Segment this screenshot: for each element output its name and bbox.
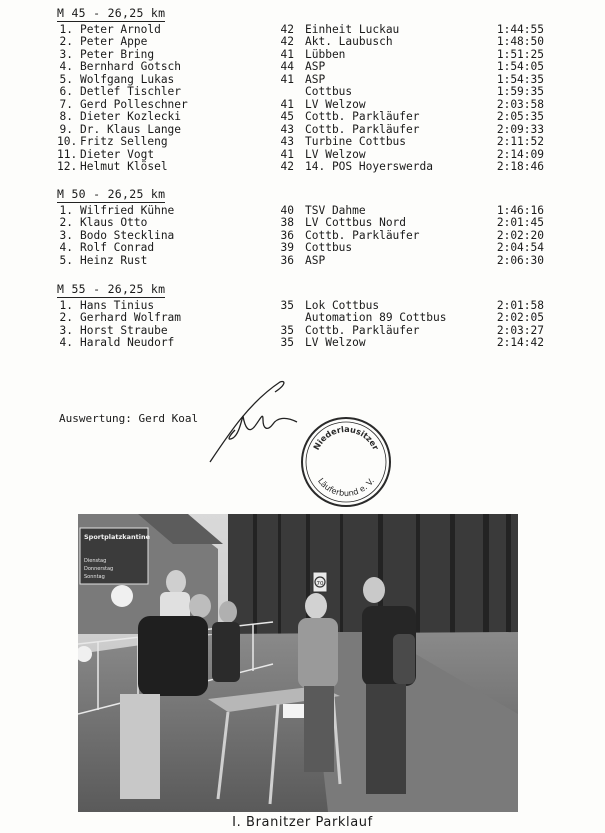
club-name: Turbine Cottbus	[305, 135, 407, 149]
result-row	[0, 337, 605, 349]
placing: 10.	[57, 135, 78, 149]
runner-name: Rolf Conrad	[80, 241, 155, 255]
club-name: ASP	[305, 72, 326, 86]
club-name: Cottb. Parkläufer	[305, 122, 420, 136]
runner-name: Dieter Kozlecki	[80, 110, 182, 124]
finish-time: 2:14:09	[496, 147, 544, 161]
runner-name: Peter Bring	[80, 47, 155, 61]
age-value: 42	[280, 23, 294, 36]
placing: 2.	[59, 216, 73, 230]
evaluation-line: Auswertung: Gerd Koal	[59, 412, 199, 425]
club-stamp	[300, 416, 392, 508]
runner-name: Peter Arnold	[80, 23, 161, 36]
club-name: Cottbus	[305, 85, 353, 99]
placing: 1.	[59, 23, 73, 36]
placing: 3.	[59, 323, 73, 337]
age-value: 35	[280, 323, 294, 337]
finish-time: 1:46:16	[496, 204, 544, 217]
placing: 4.	[59, 241, 73, 255]
finish-time: 2:11:52	[496, 135, 544, 149]
placing: 1.	[59, 299, 73, 312]
club-name: Lok Cottbus	[305, 299, 380, 312]
section-title: M 50 - 26,25 km	[57, 187, 166, 201]
age-value: 38	[280, 216, 294, 230]
placing: 3.	[59, 228, 73, 242]
finish-time: 2:02:05	[496, 311, 544, 325]
placing: 9.	[59, 122, 73, 136]
section-title: M 45 - 26,25 km	[57, 6, 166, 20]
runner-name: Helmut Klösel	[80, 159, 168, 173]
club-name: ASP	[305, 253, 326, 267]
runner-name: Wilfried Kühne	[80, 204, 175, 217]
club-name: Cottb. Parkläufer	[305, 228, 420, 242]
section-title: M 55 - 26,25 km	[57, 282, 166, 296]
club-name: Automation 89 Cottbus	[305, 311, 447, 325]
placing: 12.	[57, 159, 78, 173]
result-row	[0, 217, 605, 229]
result-row	[0, 86, 605, 98]
finish-time: 2:14:42	[496, 336, 544, 350]
svg-text:Läuferbund e. V.: Läuferbund e. V.	[315, 475, 377, 499]
age-value: 41	[280, 47, 294, 61]
age-value: 41	[280, 72, 294, 86]
result-row	[0, 312, 605, 324]
club-name: Lübben	[305, 47, 346, 61]
age-value: 40	[280, 204, 294, 217]
finish-time: 2:18:46	[496, 159, 544, 173]
runner-name: Hans Tinius	[80, 299, 155, 312]
finish-time: 2:03:27	[496, 323, 544, 337]
age-value: 43	[280, 122, 294, 136]
placing: 3.	[59, 47, 73, 61]
runner-name: Dieter Vogt	[80, 147, 155, 161]
club-name: Cottb. Parkläufer	[305, 323, 420, 337]
finish-time: 1:48:50	[496, 35, 544, 49]
runner-name: Harald Neudorf	[80, 336, 175, 350]
age-value: 41	[280, 147, 294, 161]
result-row	[0, 36, 605, 48]
age-value: 42	[280, 35, 294, 49]
handwritten-signature	[205, 372, 315, 472]
finish-time: 1:51:25	[496, 47, 544, 61]
age-value: 35	[280, 336, 294, 350]
race-photo	[78, 514, 518, 812]
finish-time: 2:09:33	[496, 122, 544, 136]
club-name: LV Welzow	[305, 97, 366, 111]
age-value: 43	[280, 135, 294, 149]
club-name: Cottb. Parkläufer	[305, 110, 420, 124]
placing: 4.	[59, 60, 73, 74]
finish-time: 1:59:35	[496, 85, 544, 99]
age-value: 39	[280, 241, 294, 255]
placing: 4.	[59, 336, 73, 350]
svg-text:Donnerstag: Donnerstag	[84, 566, 114, 572]
placing: 6.	[59, 85, 73, 99]
result-row	[0, 255, 605, 267]
club-name: 14. POS Hoyerswerda	[305, 159, 433, 173]
placing: 11.	[57, 147, 78, 161]
age-value: 36	[280, 253, 294, 267]
result-row	[0, 242, 605, 254]
placing: 2.	[59, 311, 73, 325]
runner-name: Klaus Otto	[80, 216, 148, 230]
result-row	[0, 161, 605, 173]
runner-name: Dr. Klaus Lange	[80, 122, 182, 136]
result-row	[0, 61, 605, 73]
runner-name: Peter Appe	[80, 35, 148, 49]
finish-time: 2:04:54	[496, 241, 544, 255]
age-value: 36	[280, 228, 294, 242]
finish-time: 1:44:55	[496, 23, 544, 36]
club-name: LV Welzow	[305, 147, 366, 161]
age-value: 44	[280, 60, 294, 74]
age-value: 45	[280, 110, 294, 124]
runner-name: Horst Straube	[80, 323, 168, 337]
age-value: 42	[280, 159, 294, 173]
placing: 2.	[59, 35, 73, 49]
club-name: ASP	[305, 60, 326, 74]
runner-name: Bernhard Gotsch	[80, 60, 182, 74]
runner-name: Gerd Polleschner	[80, 97, 188, 111]
placing: 8.	[59, 110, 73, 124]
photo-scene	[78, 514, 518, 812]
photo-caption: I. Branitzer Parklauf	[232, 815, 373, 830]
result-row	[0, 136, 605, 148]
speed-sign: 70	[316, 581, 324, 587]
finish-time: 2:03:58	[496, 97, 544, 111]
club-name: TSV Dahme	[305, 204, 366, 217]
placing: 5.	[59, 253, 73, 267]
result-row	[0, 111, 605, 123]
runner-name: Heinz Rust	[80, 253, 148, 267]
club-name: LV Cottbus Nord	[305, 216, 407, 230]
svg-text:Sonntag: Sonntag	[84, 574, 105, 580]
sign-title: Sportplatzkantine	[84, 533, 150, 541]
finish-time: 2:01:58	[496, 299, 544, 312]
finish-time: 2:05:35	[496, 110, 544, 124]
placing: 7.	[59, 97, 73, 111]
club-name: Cottbus	[305, 241, 353, 255]
age-value: 41	[280, 97, 294, 111]
placing: 1.	[59, 204, 73, 217]
runner-name: Wolfgang Lukas	[80, 72, 175, 86]
runner-name: Fritz Selleng	[80, 135, 168, 149]
club-name: Akt. Laubusch	[305, 35, 393, 49]
runner-name: Gerhard Wolfram	[80, 311, 182, 325]
club-name: Einheit Luckau	[305, 23, 400, 36]
runner-name: Bodo Stecklina	[80, 228, 175, 242]
finish-time: 2:01:45	[496, 216, 544, 230]
runner-name: Detlef Tischler	[80, 85, 182, 99]
finish-time: 2:02:20	[496, 228, 544, 242]
age-value: 35	[280, 299, 294, 312]
club-name: LV Welzow	[305, 336, 366, 350]
finish-time: 1:54:05	[496, 60, 544, 74]
finish-time: 1:54:35	[496, 72, 544, 86]
svg-text:Niederlausitzer: Niederlausitzer	[311, 423, 382, 452]
placing: 5.	[59, 72, 73, 86]
finish-time: 2:06:30	[496, 253, 544, 267]
svg-text:Dienstag: Dienstag	[84, 558, 107, 564]
